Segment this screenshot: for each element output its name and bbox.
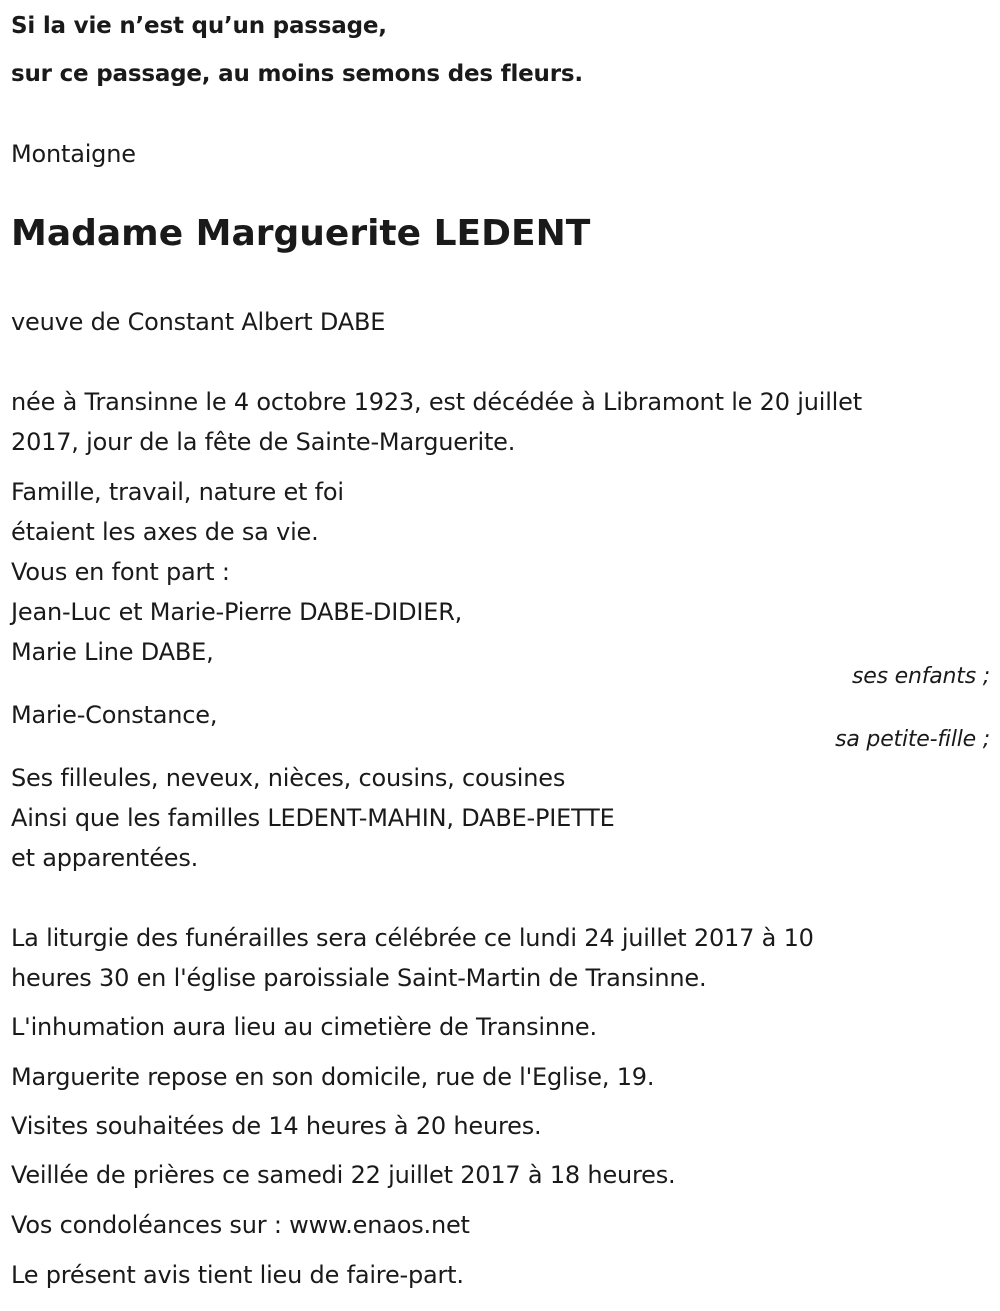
funeral-line-2: heures 30 en l'église paroissiale Saint-Martin de Transinne.	[11, 964, 707, 992]
values-line-2: étaient les axes de sa vie.	[11, 518, 319, 546]
vigil: Veillée de prières ce samedi 22 juillet 2017 à 18 heures.	[11, 1161, 676, 1189]
quote-author: Montaigne	[11, 140, 136, 168]
granddaughter-name: Marie-Constance,	[11, 701, 218, 729]
condolences: Vos condoléances sur : www.enaos.net	[11, 1211, 470, 1239]
quote-line-1: Si la vie n’est qu’un passage,	[11, 13, 387, 39]
visits: Visites souhaitées de 14 heures à 20 heures.	[11, 1112, 542, 1140]
funeral-line-1: La liturgie des funérailles sera célébrée ce lundi 24 juillet 2017 à 10	[11, 924, 814, 952]
notice: Le présent avis tient lieu de faire-part.	[11, 1261, 464, 1289]
extended-line-2: Ainsi que les familles LEDENT-MAHIN, DABE-PIETTE	[11, 804, 615, 832]
children-role: ses enfants ;	[852, 664, 990, 689]
quote-line-2: sur ce passage, au moins semons des fleurs.	[11, 61, 583, 87]
extended-line-1: Ses filleules, neveux, nièces, cousins, cousines	[11, 764, 566, 792]
page-title: Madame Marguerite LEDENT	[11, 213, 591, 254]
children-line-1: Jean-Luc et Marie-Pierre DABE-DIDIER,	[11, 598, 463, 626]
extended-line-3: et apparentées.	[11, 844, 199, 872]
announce: Vous en font part :	[11, 558, 230, 586]
burial: L'inhumation aura lieu au cimetière de Transinne.	[11, 1013, 597, 1041]
birth-death-line-2: 2017, jour de la fête de Sainte-Marguerite.	[11, 428, 516, 456]
children-line-2: Marie Line DABE,	[11, 638, 214, 666]
values-line-1: Famille, travail, nature et foi	[11, 478, 344, 506]
granddaughter-role: sa petite-fille ;	[835, 727, 990, 752]
rest: Marguerite repose en son domicile, rue de l'Eglise, 19.	[11, 1063, 655, 1091]
widow-of: veuve de Constant Albert DABE	[11, 308, 386, 336]
birth-death-line-1: née à Transinne le 4 octobre 1923, est décédée à Libramont le 20 juillet	[11, 388, 862, 416]
